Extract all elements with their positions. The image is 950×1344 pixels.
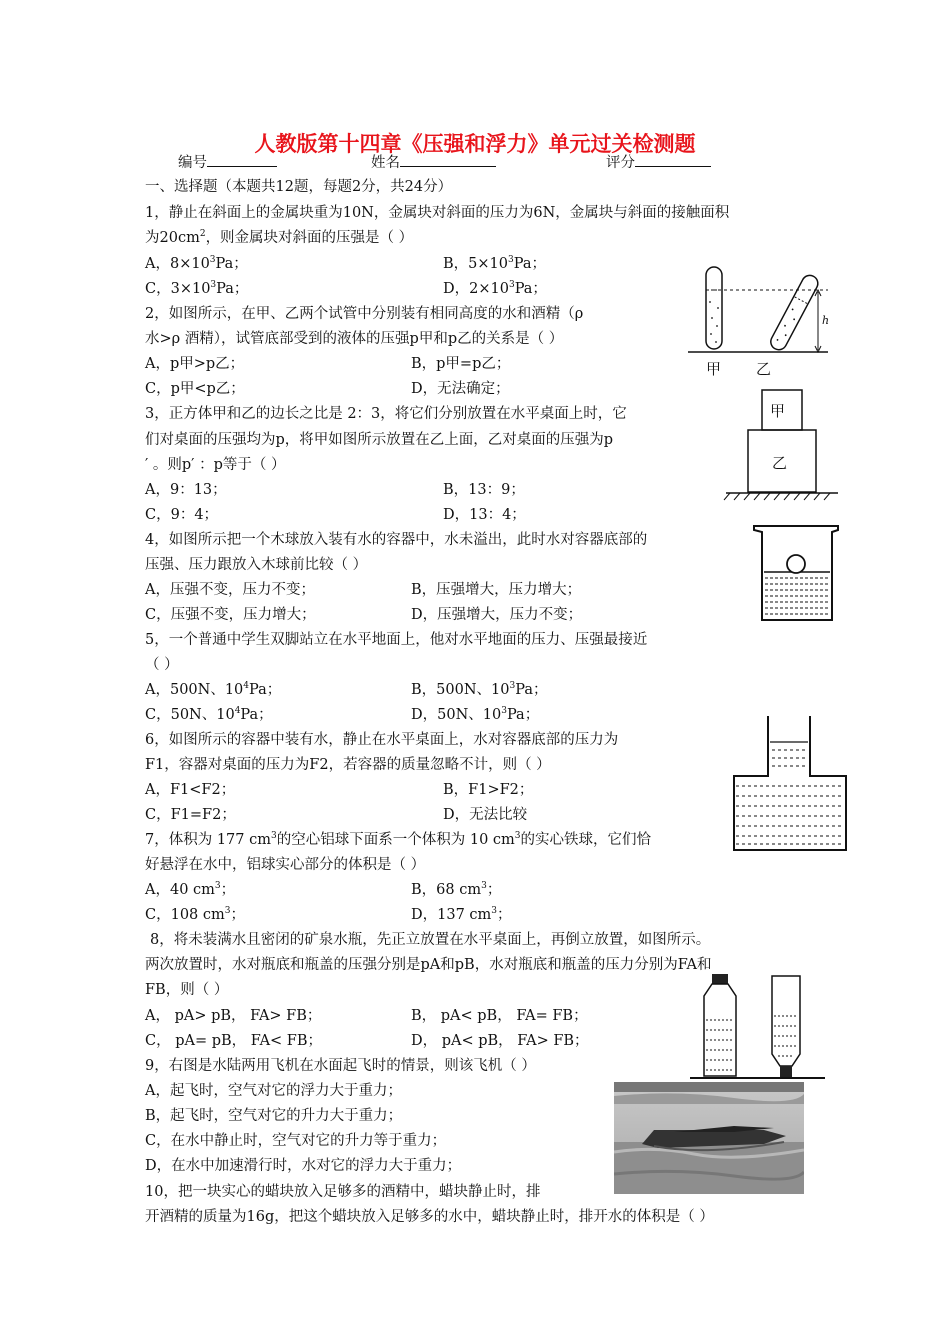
stepped-container-figure bbox=[730, 714, 850, 854]
q1-option-c[interactable]: C，$3\times 10^3Pa$； bbox=[145, 280, 249, 297]
q7-option-b[interactable]: B，68 $cm^3$； bbox=[411, 881, 502, 898]
q1-option-b[interactable]: B，$5\times 10^3Pa$； bbox=[443, 255, 546, 272]
q6-stem-line2: F1，容器对桌面的压力为F2，若容器的质量忽略不计，则（ ） bbox=[145, 757, 551, 773]
q9-option-c[interactable]: C，在水中静止时，空气对它的升力等于重力； bbox=[145, 1133, 447, 1149]
q7-stem-line1: 7，体积为 177 $cm^3$的空心铝球下面系一个体积为 10 $cm^3$的实心铁球，它们恰 bbox=[145, 831, 652, 848]
name-field[interactable]: 姓名 bbox=[371, 152, 496, 173]
page-title: 人教版第十四章《压强和浮力》单元过关检测题 bbox=[254, 132, 696, 156]
q6-stem-line1: 6，如图所示的容器中装有水，静止在水平桌面上，水对容器底部的压力为 bbox=[145, 732, 619, 748]
beaker-ball-figure bbox=[752, 524, 842, 624]
q5-option-a[interactable]: A，500N、$10^4Pa$； bbox=[145, 681, 282, 698]
q5-option-d[interactable]: D，50N、$10^3Pa$； bbox=[411, 706, 540, 723]
q4-option-a[interactable]: A，压强不变，压力不变； bbox=[145, 582, 315, 598]
bottles-figure bbox=[690, 972, 830, 1082]
q4-option-c[interactable]: C，压强不变，压力增大； bbox=[145, 607, 316, 623]
q6-option-a[interactable]: A，F1<F2； bbox=[145, 782, 236, 798]
q7-option-d[interactable]: D，137 $cm^3$； bbox=[411, 906, 512, 923]
test-tubes-figure bbox=[688, 262, 838, 382]
q8-stem-line2: 两次放置时，水对瓶底和瓶盖的压强分别是pA和pB，水对瓶底和瓶盖的压力分别为FA和 bbox=[145, 957, 712, 973]
q1-option-d[interactable]: D，$2\times 10^3Pa$； bbox=[443, 280, 547, 297]
q1-stem-line1: 1，静止在斜面上的金属块重为10N，金属块对斜面的压力为6N，金属块与斜面的接触面积 bbox=[145, 205, 730, 221]
q8-stem-line3: FB，则（ ） bbox=[145, 982, 229, 998]
q4-option-d[interactable]: D，压强增大，压力不变； bbox=[411, 607, 583, 623]
q2-stem-line2: 水>ρ 酒精），试管底部受到的液体的压强p甲和p乙的关系是（ ） bbox=[145, 331, 564, 347]
cube-label-yi: 乙 bbox=[772, 454, 788, 472]
q8-stem-line1: 8，将未装满水且密闭的矿泉水瓶，先正立放置在水平桌面上，再倒立放置，如图所示。 bbox=[150, 932, 711, 948]
id-field[interactable]: 编号 bbox=[178, 152, 277, 173]
q3-stem-line3: ′ 。则p′ ：p等于（ ） bbox=[145, 457, 286, 473]
q8-option-c[interactable]: C， pA= pB， FA< FB； bbox=[145, 1033, 323, 1049]
q3-stem-line2: 们对桌面的压强均为p，将甲如图所示放置在乙上面，乙对桌面的压强为p bbox=[145, 432, 614, 448]
tube-label-jia: 甲 bbox=[706, 360, 722, 378]
score-field[interactable]: 评分 bbox=[606, 152, 711, 173]
q3-option-b[interactable]: B，13：9； bbox=[443, 482, 525, 498]
q6-option-b[interactable]: B，F1>F2； bbox=[443, 782, 534, 798]
seaplane-photo bbox=[614, 1082, 804, 1194]
q10-stem-line2: 开酒精的质量为16g，把这个蜡块放入足够多的水中，蜡块静止时，排开水的体积是（ ） bbox=[145, 1209, 714, 1225]
q4-stem-line1: 4，如图所示把一个木球放入装有水的容器中，水未溢出，此时水对容器底部的 bbox=[145, 532, 648, 548]
cube-label-jia: 甲 bbox=[770, 402, 786, 420]
q2-option-c[interactable]: C，p甲<p乙； bbox=[145, 381, 245, 397]
tube-label-yi: 乙 bbox=[756, 360, 772, 378]
q9-option-b[interactable]: B，起飞时，空气对它的升力大于重力； bbox=[145, 1108, 403, 1124]
q7-option-c[interactable]: C，108 $cm^3$； bbox=[145, 906, 245, 923]
q5-option-c[interactable]: C，50N、$10^4Pa$； bbox=[145, 706, 273, 723]
q6-option-d[interactable]: D，无法比较 bbox=[443, 807, 528, 823]
q4-option-b[interactable]: B，压强增大，压力增大； bbox=[411, 582, 582, 598]
q2-option-d[interactable]: D，无法确定； bbox=[411, 381, 510, 397]
q5-stem-line2: （ ） bbox=[145, 657, 179, 673]
q10-stem-line1: 10，把一块实心的蜡块放入足够多的酒精中，蜡块静止时，排 bbox=[145, 1184, 541, 1200]
q8-option-b[interactable]: B， pA< pB， FA= FB； bbox=[411, 1008, 588, 1024]
q1-option-a[interactable]: A，$8\times 10^3Pa$； bbox=[145, 255, 248, 272]
q3-option-d[interactable]: D，13：4； bbox=[443, 507, 526, 523]
q9-option-a[interactable]: A，起飞时，空气对它的浮力大于重力； bbox=[145, 1083, 402, 1099]
q8-option-a[interactable]: A， pA> pB， FA> FB； bbox=[145, 1008, 322, 1024]
q4-stem-line2: 压强、压力跟放入木球前比较（ ） bbox=[145, 557, 368, 573]
stacked-cubes-figure bbox=[722, 388, 842, 503]
q2-option-a[interactable]: A，p甲>p乙； bbox=[145, 356, 245, 372]
q2-option-b[interactable]: B，p甲=p乙； bbox=[411, 356, 511, 372]
q9-stem-line1: 9，右图是水陆两用飞机在水面起飞时的情景，则该飞机（ ） bbox=[145, 1058, 536, 1074]
q3-option-a[interactable]: A，9：13； bbox=[145, 482, 227, 498]
q9-option-d[interactable]: D，在水中加速滑行时，水对它的浮力大于重力； bbox=[145, 1158, 462, 1174]
q3-option-c[interactable]: C，9：4； bbox=[145, 507, 219, 523]
q5-stem-line1: 5，一个普通中学生双脚站立在水平地面上，他对水平地面的压力、压强最接近 bbox=[145, 632, 648, 648]
q2-stem-line1: 2，如图所示，在甲、乙两个试管中分别装有相同高度的水和酒精（ρ bbox=[145, 306, 584, 322]
q8-option-d[interactable]: D， pA< pB， FA> FB； bbox=[411, 1033, 589, 1049]
q6-option-c[interactable]: C，F1=F2； bbox=[145, 807, 236, 823]
q7-option-a[interactable]: A，40 $cm^3$； bbox=[145, 881, 236, 898]
height-label: h bbox=[822, 314, 830, 327]
q3-stem-line1: 3，正方体甲和乙的边长之比是 2：3，将它们分别放置在水平桌面上时，它 bbox=[145, 406, 627, 422]
section-heading: 一、选择题（本题共12题，每题2分，共24分） bbox=[145, 179, 453, 195]
q1-stem-line2: 为$20cm^2$，则金属块对斜面的压强是（ ） bbox=[145, 229, 414, 246]
q7-stem-line2: 好悬浮在水中，铝球实心部分的体积是（ ） bbox=[145, 857, 426, 873]
q5-option-b[interactable]: B，500N、$10^3Pa$； bbox=[411, 681, 548, 698]
